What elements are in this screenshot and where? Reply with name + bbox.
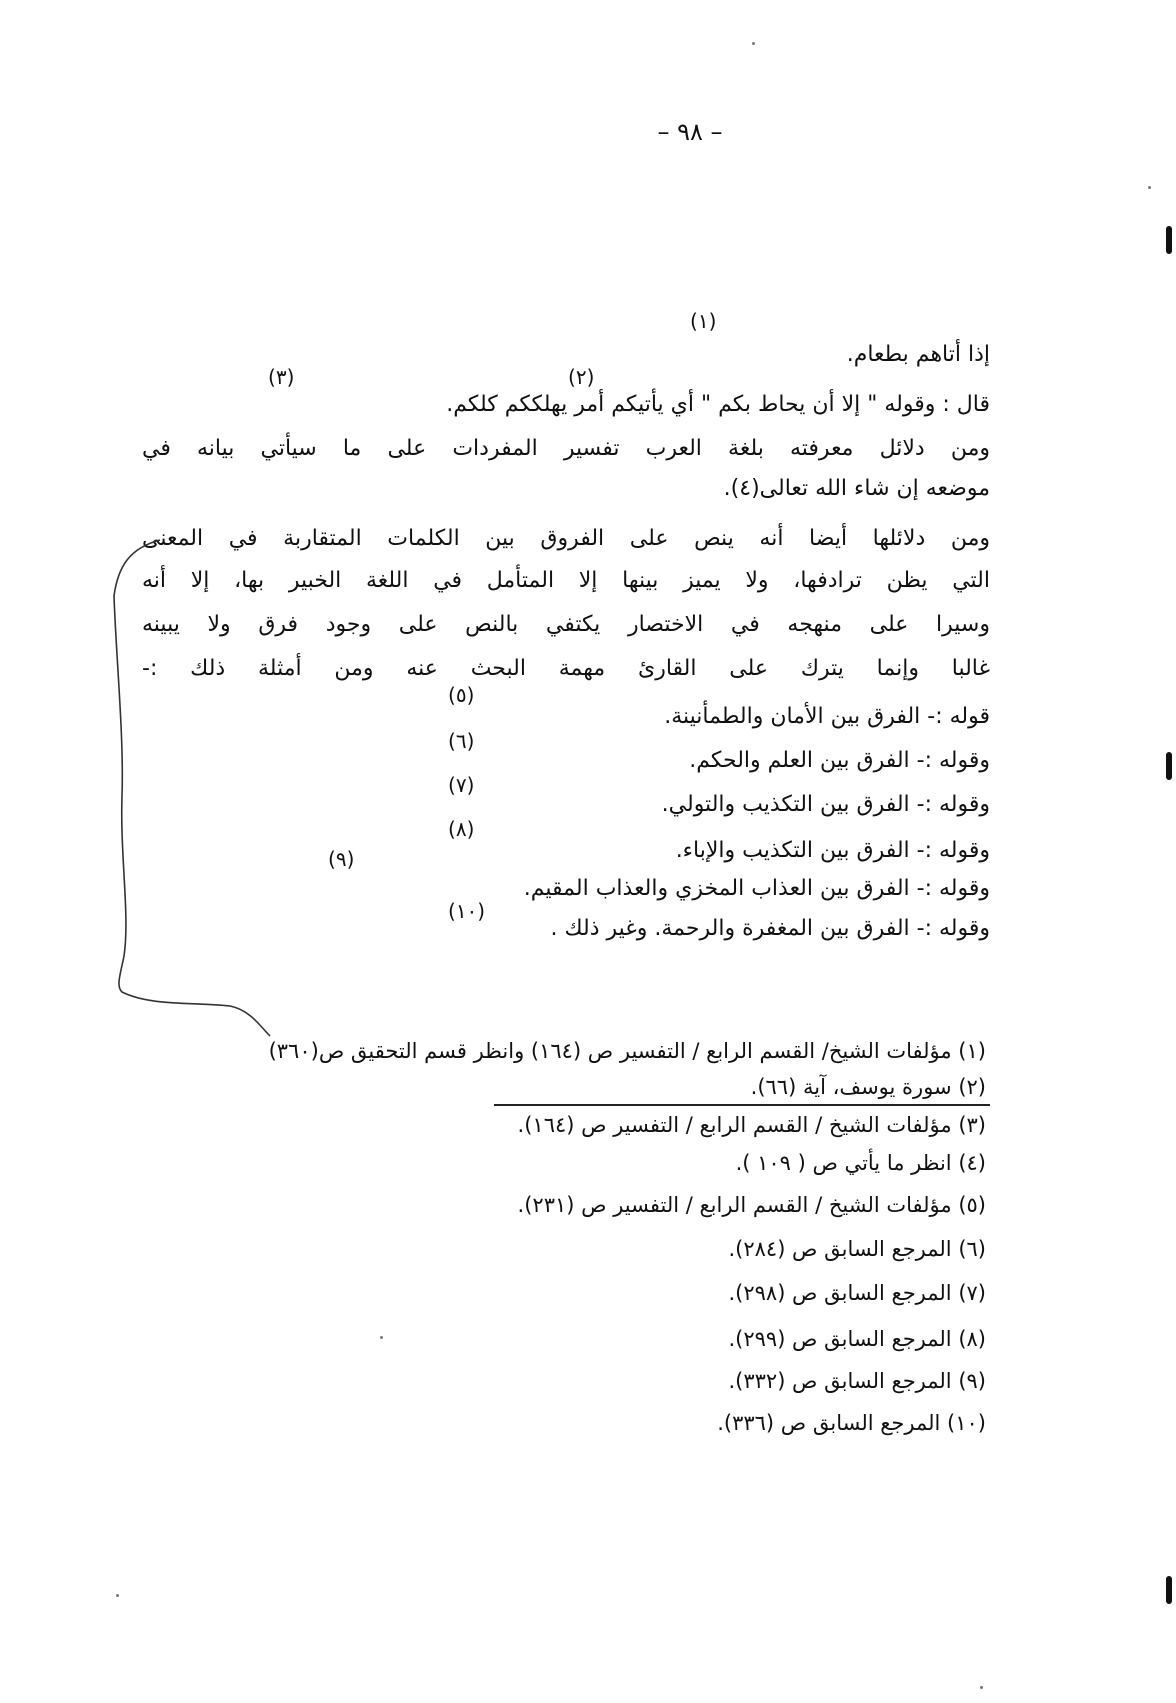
- example-line-5: وقوله :- الفرق بين العذاب المخزي والعذاب المقيم.: [523, 876, 990, 901]
- footnote-7: (٧) المرجع السابق ص (٢٩٨).: [728, 1281, 986, 1305]
- example-line-1: قوله :- الفرق بين الأمان والطمأنينة.: [664, 704, 990, 729]
- body-line-3: ومن دلائل معرفته بلغة العرب تفسير المفردات على ما سيأتي بيانه في: [142, 436, 990, 461]
- footnote-8: (٨) المرجع السابق ص (٢٩٩).: [728, 1327, 986, 1351]
- footnote-ref-9: (٩): [328, 847, 355, 871]
- body-line-8: غالبا وإنما يترك على القارئ مهمة البحث عنه ومن أمثلة ذلك :-: [142, 656, 990, 681]
- footnote-4: (٤) انظر ما يأتي ص ( ١٠٩ ).: [735, 1151, 986, 1175]
- scan-speck: [752, 42, 755, 45]
- body-line-2: قال : وقوله " إلا أن يحاط بكم " أي يأتيكم أمر يهلككم كلكم.: [446, 392, 990, 417]
- footnote-ref-5: (٥): [448, 683, 475, 707]
- page-number: – ٩٨ –: [657, 118, 723, 146]
- scan-speck: [980, 1686, 983, 1689]
- footnote-6: (٦) المرجع السابق ص (٢٨٤).: [728, 1237, 986, 1261]
- footnote-9: (٩) المرجع السابق ص (٣٣٢).: [728, 1369, 986, 1393]
- scan-edge-mark: [1166, 1576, 1172, 1604]
- scan-speck: [116, 1594, 119, 1597]
- footnote-3: (٣) مؤلفات الشيخ / القسم الرابع / التفسير ص (١٦٤).: [517, 1113, 986, 1137]
- footnote-2: (٢) سورة يوسف، آية (٦٦).: [750, 1075, 986, 1099]
- scan-speck: [380, 1336, 383, 1339]
- footnote-5: (٥) مؤلفات الشيخ / القسم الرابع / التفسير ص (٢٣١).: [517, 1193, 986, 1217]
- example-line-3: وقوله :- الفرق بين التكذيب والتولي.: [661, 792, 990, 817]
- margin-bracket-mark: [110, 536, 320, 1076]
- scan-edge-mark: [1166, 226, 1172, 254]
- example-line-4: وقوله :- الفرق بين التكذيب والإباء.: [675, 838, 990, 863]
- scan-edge-mark: [1166, 752, 1172, 780]
- scan-speck: [1148, 186, 1151, 189]
- footnote-ref-10: (١٠): [448, 899, 486, 923]
- footnote-ref-3: (٣): [268, 365, 295, 389]
- footnote-1: (١) مؤلفات الشيخ/ القسم الرابع / التفسير ص (١٦٤) وانظر قسم التحقيق ص(٣٦٠): [268, 1039, 986, 1063]
- footnote-ref-1: (١): [690, 309, 717, 333]
- body-line-7: وسيرا على منهجه في الاختصار يكتفي بالنص على وجود فرق ولا يبينه: [142, 612, 990, 637]
- body-line-1: إذا أتاهم بطعام.: [846, 342, 990, 367]
- footnote-10: (١٠) المرجع السابق ص (٣٣٦).: [717, 1411, 986, 1435]
- footnote-ref-6: (٦): [448, 729, 475, 753]
- example-line-6: وقوله :- الفرق بين المغفرة والرحمة. وغير ذلك .: [550, 916, 990, 941]
- footnote-ref-7: (٧): [448, 773, 475, 797]
- footnote-ref-8: (٨): [448, 817, 475, 841]
- footnote-ref-2: (٢): [568, 365, 595, 389]
- footnote-separator: [494, 1104, 990, 1106]
- body-line-5: ومن دلائلها أيضا أنه ينص على الفروق بين الكلمات المتقاربة في المعنى: [142, 526, 990, 551]
- body-line-6: التي يظن ترادفها، ولا يميز بينها إلا المتأمل في اللغة الخبير بها، إلا أنه: [142, 568, 990, 593]
- body-line-4: موضعه إن شاء الله تعالى(٤).: [723, 476, 990, 501]
- example-line-2: وقوله :- الفرق بين العلم والحكم.: [689, 748, 990, 773]
